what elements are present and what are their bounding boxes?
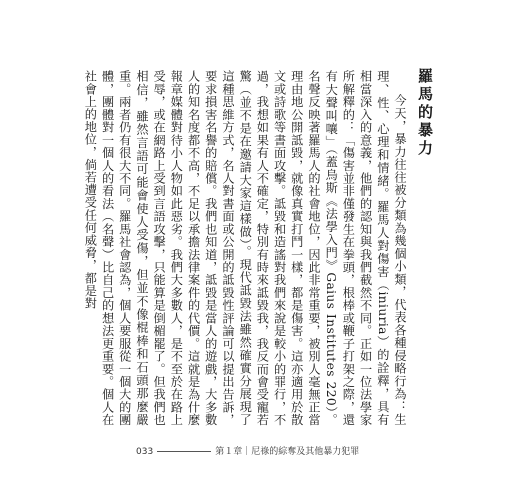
section-title: 羅馬的暴力	[416, 68, 434, 158]
page-footer	[136, 444, 359, 457]
paragraph: 今天，暴力往往被分類為幾個小類，代表各種侵略行為：生理、性、心理和情緒。羅馬人對傷害（iniuria）的詮釋，具有相當深入的意義，他們的認知與我們截然不同。正如一位法學家所解釋的：「傷害並非僅發生在拳頭，根棒或鞭子打架之際，還有大聲叫嚷」（蓋烏斯《法學入門》Gaius Institutes 220）。名聲反映著羅馬人的社會地位，因此非常重要，被別人毫無正當理由地公開詆毀，就像真實打鬥一樣，都是傷害。這亦適用於散文或詩歌等書面攻擊。詆毀和造謠對我們來說是較小的罪行，不過，我想如果有人不確定，特別有時來詆毀我，我反而會受寵若驚（並不是在邀請大家這樣做）。現代詆毀法雖然確實分展現了這種思維方式，名人對書面或公開的詆毀性評論可以提出告訴，要求損害名譽的賠償。我們也知道，詆毀是當人的遊戲，大多數人的知名度都不高，不足以承擔法律案件的代價。這就是為什麼報章媒體對待小人物如此惡劣。我們大多數人，是不至於在路上受辱，或在網路上受到言語攻擊，只能算是倒楣罷了。但我們也相信，雖然言語可能會使人受傷，但並不像棍棒和石頭那麼嚴重。兩者仍有很大不同。羅馬社會認為，個人要服從一個大的團體，團體對一個人的看法（名聲）比自己的想法更重要。個人在社會上的地位，倘若遭受任何威脅，都是對	[83, 70, 407, 426]
page-number: 033	[136, 447, 154, 457]
body-text	[28, 70, 408, 426]
chapter-title: 第１章｜尼祿的綜奪及其他暴力犯罪	[215, 447, 360, 457]
footer-rule	[157, 451, 211, 452]
